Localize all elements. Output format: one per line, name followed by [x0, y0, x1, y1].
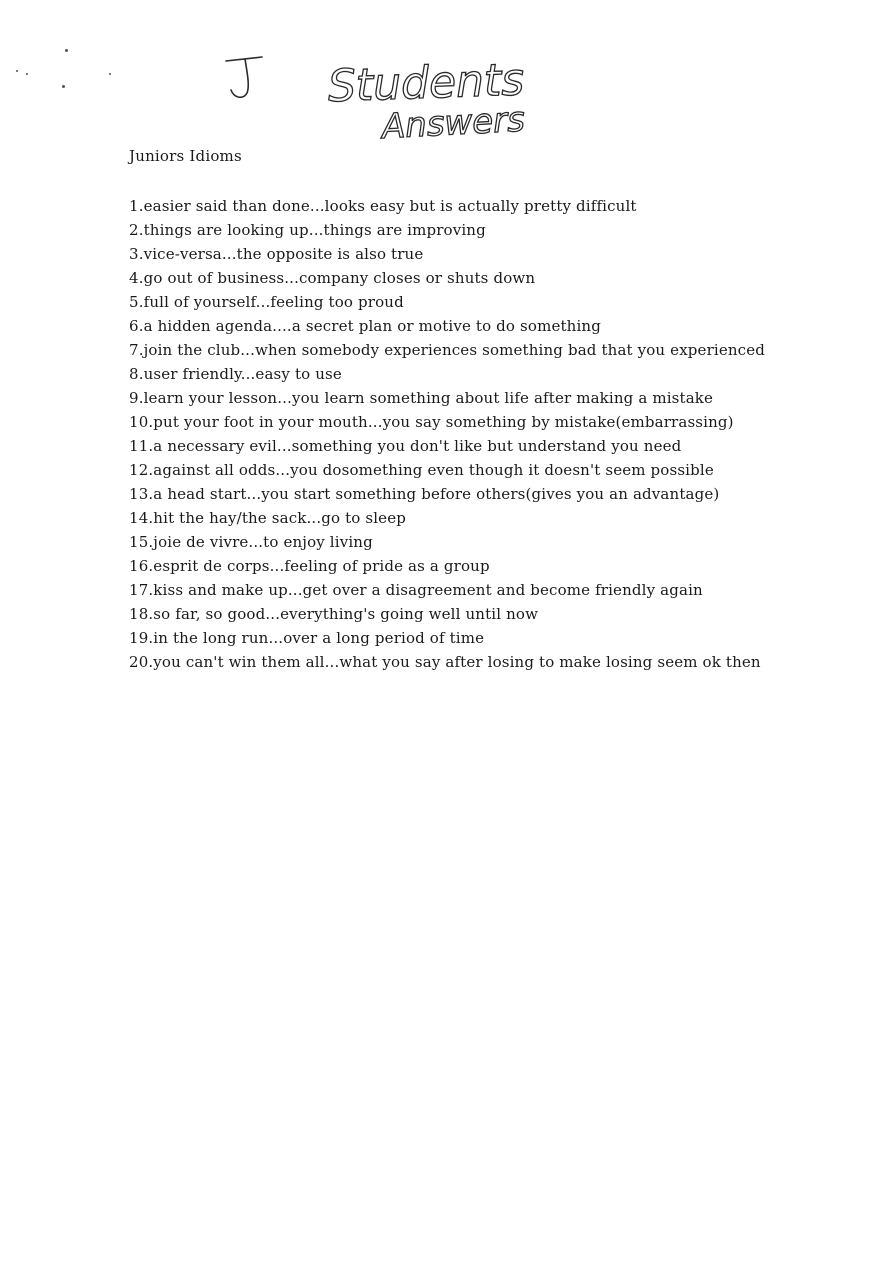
handwritten-students: Students [327, 54, 525, 113]
idiom-answer-list [129, 194, 869, 674]
list-item: 3.vice-versa...the opposite is also true [129, 245, 424, 263]
list-item: 19.in the long run...over a long period of time [129, 629, 485, 647]
document-title: Juniors Idioms [129, 147, 242, 165]
list-item: 11.a necessary evil...something you don't like but understand you need [129, 437, 682, 455]
list-item: 17.kiss and make up...get over a disagreement and become friendly again [129, 581, 703, 599]
list-item: 13.a head start...you start something before others(gives you an advantage) [129, 485, 720, 503]
handwritten-j-mark [226, 57, 262, 97]
list-item: 20.you can't win them all...what you say after losing to make losing seem ok then [129, 653, 761, 671]
list-item: 4.go out of business...company closes or shuts down [129, 269, 536, 287]
list-item: 10.put your foot in your mouth...you say something by mistake(embarrassing) [129, 413, 734, 431]
handwritten-answers: Answers [380, 99, 526, 148]
list-item: 14.hit the hay/the sack...go to sleep [129, 509, 406, 527]
list-item: 9.learn your lesson...you learn something about life after making a mistake [129, 389, 714, 407]
list-item: 18.so far, so good...everything's going well until now [129, 605, 539, 623]
list-item: 15.joie de vivre...to enjoy living [129, 533, 373, 551]
list-item: 12.against all odds...you dosomething even though it doesn't seem possible [129, 461, 714, 479]
list-item: 5.full of yourself...feeling too proud [129, 293, 404, 311]
list-item: 6.a hidden agenda....a secret plan or motive to do something [129, 317, 601, 335]
list-item: 1.easier said than done...looks easy but is actually pretty difficult [129, 197, 637, 215]
list-item: 2.things are looking up...things are improving [129, 221, 486, 239]
list-item: 7.join the club...when somebody experiences something bad that you experienced [129, 341, 766, 359]
handwritten-annotation [0, 0, 893, 160]
list-item: 16.esprit de corps...feeling of pride as a group [129, 557, 490, 575]
list-item: 8.user friendly...easy to use [129, 365, 342, 383]
